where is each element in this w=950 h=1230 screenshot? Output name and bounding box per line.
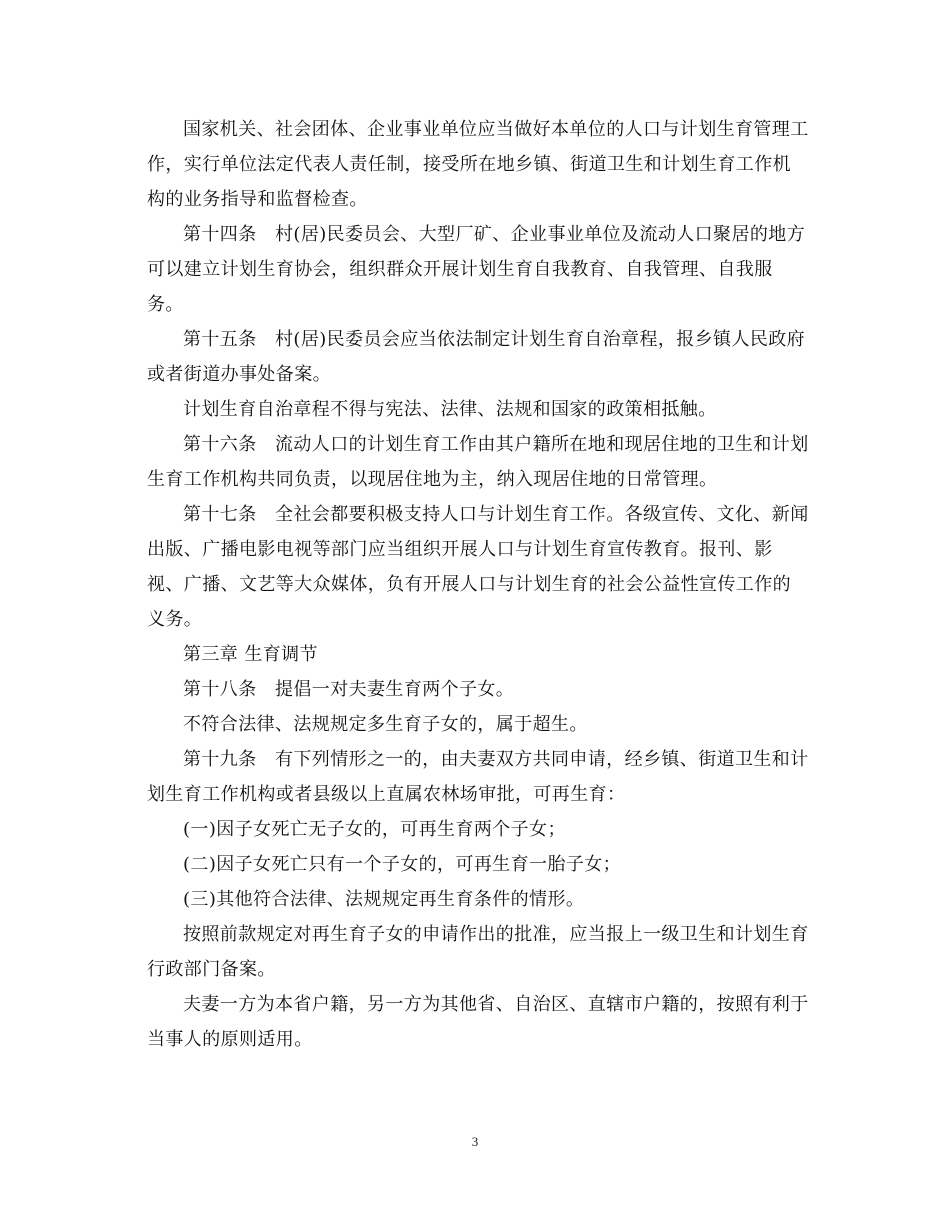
list-item-1: (一)因子女死亡无子女的，可再生育两个子女； (183, 819, 566, 840)
chapter-heading: 第三章 生育调节 (183, 644, 318, 665)
paragraph-excess-births: 不符合法律、法规规定多生育子女的，属于超生。 (183, 714, 588, 735)
paragraph-article-15: 第十五条 村(居)民委员会应当依法制定计划生育自治章程，报乡镇人民政府或者街道办事处备案。 (147, 329, 806, 385)
paragraph-article-18: 第十八条 提倡一对夫妻生育两个子女。 (183, 679, 515, 700)
paragraph-article-19: 第十九条 有下列情形之一的，由夫妻双方共同申请，经乡镇、街道卫生和计划生育工作机构或者县级以上直属农林场审批，可再生育： (147, 749, 809, 805)
paragraph-unit-management: 国家机关、社会团体、企业事业单位应当做好本单位的人口与计划生育管理工作，实行单位法定代表人责任制，接受所在地乡镇、街道卫生和计划生育工作机构的业务指导和监督检查。 (147, 119, 809, 210)
document-body (147, 112, 809, 1057)
paragraph-autonomy-charter: 计划生育自治章程不得与宪法、法律、法规和国家的政策相抵触。 (183, 399, 717, 420)
paragraph-approval-filing: 按照前款规定对再生育子女的申请作出的批准，应当报上一级卫生和计划生育行政部门备案。 (147, 924, 809, 980)
list-item-2: (二)因子女死亡只有一个子女的，可再生育一胎子女； (183, 854, 622, 875)
paragraph-article-14: 第十四条 村(居)民委员会、大型厂矿、企业事业单位及流动人口聚居的地方可以建立计划生育协会，组织群众开展计划生育自我教育、自我管理、自我服务。 (147, 224, 806, 315)
page-number: 3 (471, 1134, 479, 1149)
paragraph-cross-province: 夫妻一方为本省户籍，另一方为其他省、自治区、直辖市户籍的，按照有利于当事人的原则适用。 (147, 994, 809, 1050)
paragraph-article-16: 第十六条 流动人口的计划生育工作由其户籍所在地和现居住地的卫生和计划生育工作机构共同负责，以现居住地为主，纳入现居住地的日常管理。 (147, 434, 809, 490)
paragraph-article-17: 第十七条 全社会都要积极支持人口与计划生育工作。各级宣传、文化、新闻出版、广播电影电视等部门应当组织开展人口与计划生育宣传教育。报刊、影视、广播、文艺等大众媒体，负有开展人口与计划生育的社会公益性宣传工作的义务。 (147, 504, 809, 630)
list-item-3: (三)其他符合法律、法规规定再生育条件的情形。 (183, 889, 585, 910)
